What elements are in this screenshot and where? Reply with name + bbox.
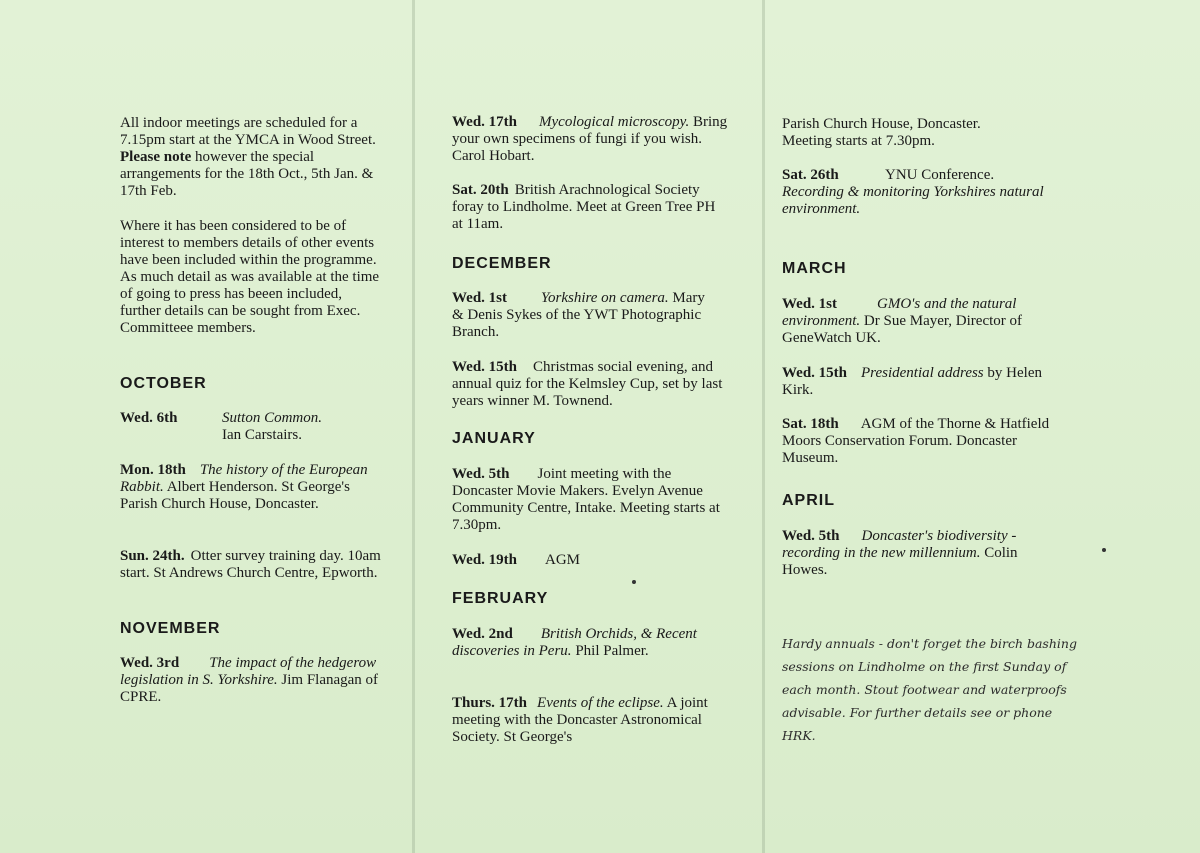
intro-paragraph-1: All indoor meetings are scheduled for a 7.15pm start at the YMCA in Wood Street. Please note however the special arrangements for the 18th Oct., 5th Jan. & 17th Feb.: [120, 115, 376, 199]
event-oct-24: Sun. 24th. Otter survey training day. 10am start. St Andrews Church Centre, Epworth.: [120, 548, 381, 581]
intro-paragraph-2: Where it has been considered to be of interest to members details of other events have been included within the programme. As much detail as was available at the time of going to press has beeen included, further details can be sought from Exec. Committeee members.: [120, 218, 380, 336]
ink-dot: [1102, 548, 1106, 552]
event-oct-6: Wed. 6th Sutton Common. Ian Carstairs.: [120, 410, 323, 443]
ink-dot: [632, 580, 636, 584]
event-mar-15: Wed. 15th Presidential address by Helen Kirk.: [782, 365, 1042, 398]
event-feb-17: Thurs. 17th Events of the eclipse. A joint meeting with the Doncaster Astronomical Society. St George's: [452, 695, 708, 745]
birch-bashing-note: Hardy annuals - don't forget the birch bashing sessions on Lindholme on the first Sunday of each month. Stout footwear and waterproofs advisable. For further details see or phone HRK.: [782, 636, 1077, 743]
event-nov-17: Wed. 17th Mycological microscopy. Bring your own specimens of fungi if you wish. Carol Hobart.: [452, 114, 728, 164]
event-feb-26: Sat. 26th YNU Conference. Recording & monitoring Yorkshires natural environment.: [782, 167, 1044, 217]
event-nov-20: Sat. 20th British Arachnological Society foray to Lindholme. Meet at Green Tree PH at 11am.: [452, 182, 716, 232]
heading-november: NOVEMBER: [120, 620, 221, 637]
heading-march: MARCH: [782, 260, 847, 277]
event-dec-1: Wed. 1st Yorkshire on camera. Mary & Denis Sykes of the YWT Photographic Branch.: [452, 290, 705, 340]
event-dec-15: Wed. 15th Christmas social evening, and annual quiz for the Kelmsley Cup, set by last years winner M. Townend.: [452, 359, 723, 409]
event-jan-19: Wed. 19th AGM: [452, 552, 581, 568]
event-feb-17-continued: Parish Church House, Doncaster. Meeting starts at 7.30pm.: [782, 116, 981, 149]
event-mar-18: Sat. 18th AGM of the Thorne & Hatfield Moors Conservation Forum. Doncaster Museum.: [782, 416, 1050, 466]
heading-october: OCTOBER: [120, 375, 207, 392]
heading-december: DECEMBER: [452, 255, 552, 272]
heading-january: JANUARY: [452, 430, 536, 447]
event-mar-1: Wed. 1st GMO's and the natural environment. Dr Sue Mayer, Director of GeneWatch UK.: [782, 296, 1023, 346]
heading-april: APRIL: [782, 492, 835, 509]
event-apr-5: Wed. 5th Doncaster's biodiversity - recording in the new millennium. Colin Howes.: [782, 528, 1018, 578]
event-oct-18: Mon. 18th The history of the European Rabbit. Albert Henderson. St George's Parish Church House, Doncaster.: [120, 462, 368, 512]
fold-line-left: [412, 0, 415, 853]
heading-february: FEBRUARY: [452, 590, 549, 607]
fold-line-right: [762, 0, 765, 853]
event-nov-3: Wed. 3rd The impact of the hedgerow legislation in S. Yorkshire. Jim Flanagan of CPRE.: [120, 655, 379, 705]
event-feb-2: Wed. 2nd British Orchids, & Recent discoveries in Peru. Phil Palmer.: [452, 626, 697, 659]
event-jan-5: Wed. 5th Joint meeting with the Doncaster Movie Makers. Evelyn Avenue Community Centre, Intake. Meeting starts at 7.30pm.: [452, 466, 720, 533]
